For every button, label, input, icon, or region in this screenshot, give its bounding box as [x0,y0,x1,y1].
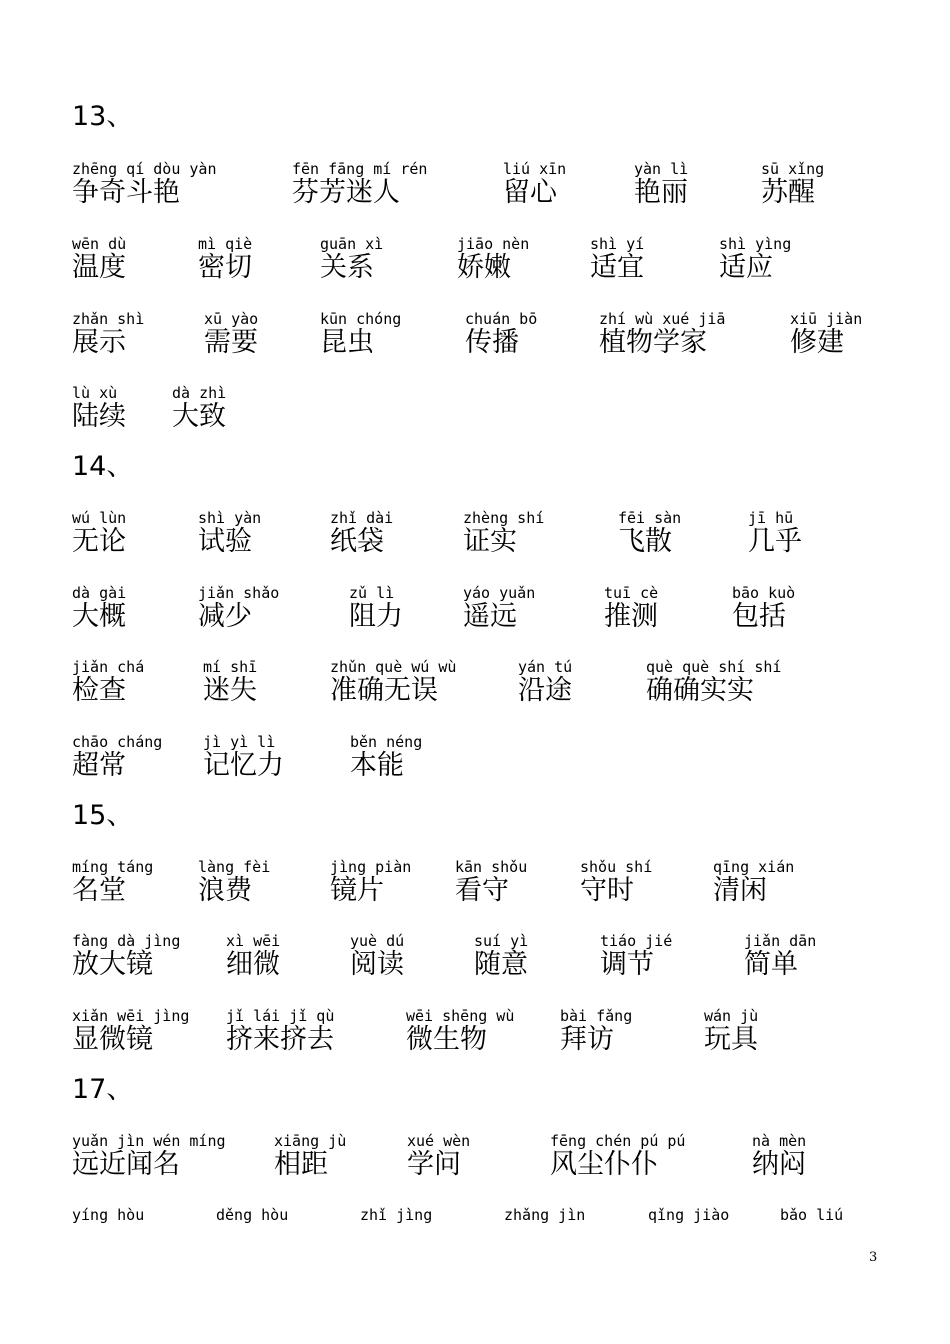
vocab-word [752,1132,806,1180]
hanzi: 修建 [790,327,844,358]
hanzi: 微生物 [406,1024,487,1055]
vocab-word [203,733,284,781]
hanzi: 昆虫 [320,327,374,358]
vocab-word [198,584,279,632]
hanzi: 镜片 [330,875,384,906]
vocab-word [744,932,816,980]
hanzi: 随意 [474,949,528,980]
vocab-word [330,509,393,557]
hanzi: 几乎 [748,526,802,557]
hanzi: 需要 [204,327,258,358]
hanzi: 检查 [72,675,126,706]
pinyin: zǔ lì [349,584,395,602]
vocab-word [713,858,794,906]
vocab-word [646,658,781,706]
lesson-heading: 15、 [72,800,134,831]
hanzi: 适应 [719,252,773,283]
hanzi: 名堂 [72,875,126,906]
vocab-word [719,235,791,283]
hanzi: 温度 [72,252,126,283]
hanzi: 拜访 [560,1024,614,1055]
vocab-word [474,932,528,980]
vocab-word [407,1132,470,1180]
pinyin: xiū jiàn [790,310,863,328]
pinyin: liú xīn [503,160,567,178]
vocab-word [203,658,257,706]
vocab-word [274,1132,346,1180]
vocab-word [226,1007,334,1055]
pinyin: zhí wù xué jiā [599,310,726,328]
vocab-word [72,584,126,632]
pinyin: jiāo nèn [457,235,530,253]
vocab-word [465,310,537,358]
hanzi: 迷失 [203,675,257,706]
hanzi: 关系 [320,252,374,283]
vocab-word [504,1206,585,1224]
vocab-word [330,658,456,706]
hanzi: 飞散 [618,526,672,557]
pinyin: nà mèn [752,1132,807,1150]
vocab-word [320,310,401,358]
pinyin: jìng piàn [330,858,412,876]
hanzi: 娇嫩 [457,252,511,283]
vocab-word [72,1007,189,1055]
pinyin: lù xù [72,384,118,402]
vocab-word [292,160,427,208]
pinyin: jiǎn chá [72,658,145,676]
pinyin: dà zhì [172,384,227,402]
pinyin: yáo yuǎn [463,584,536,602]
hanzi: 学问 [407,1149,461,1180]
pinyin: qǐng jiào [648,1206,730,1224]
hanzi: 陆续 [72,401,126,432]
pinyin: yán tú [518,658,573,676]
vocab-word [457,235,529,283]
hanzi: 风尘仆仆 [550,1149,658,1180]
pinyin: fàng dà jìng [72,932,181,950]
hanzi: 玩具 [704,1024,758,1055]
pinyin: zhēng qí dòu yàn [72,160,217,178]
pinyin: bài fǎng [560,1007,633,1025]
pinyin: dà gài [72,584,127,602]
vocab-word [634,160,688,208]
hanzi: 包括 [732,601,786,632]
vocab-word [604,584,658,632]
pinyin: jī hū [748,509,794,527]
vocab-word [455,858,527,906]
pinyin: shǒu shí [580,858,653,876]
hanzi: 大致 [172,401,226,432]
hanzi: 确确实实 [646,675,754,706]
vocab-word [518,658,572,706]
hanzi: 阻力 [349,601,403,632]
pinyin: fēn fāng mí rén [292,160,428,178]
pinyin: jiǎn dān [744,932,817,950]
vocab-word [600,932,672,980]
hanzi: 苏醒 [761,177,815,208]
pinyin: bāo kuò [732,584,796,602]
vocab-word [72,1132,226,1180]
pinyin: fēng chén pú pú [550,1132,686,1150]
hanzi: 浪费 [198,875,252,906]
pinyin: kūn chóng [320,310,402,328]
pinyin: wú lùn [72,509,127,527]
pinyin: chuán bō [465,310,538,328]
hanzi: 看守 [455,875,509,906]
pinyin: zhǔn què wú wù [330,658,457,676]
hanzi: 减少 [198,601,252,632]
vocab-word [72,858,153,906]
vocab-word [550,1132,685,1180]
vocab-word [761,160,824,208]
vocab-word [503,160,566,208]
vocab-word [790,310,862,358]
vocab-word [72,509,126,557]
hanzi: 纸袋 [330,526,384,557]
hanzi: 放大镜 [72,949,153,980]
vocab-word [560,1007,632,1055]
pinyin: jiǎn shǎo [198,584,280,602]
vocab-word [590,235,644,283]
hanzi: 证实 [463,526,517,557]
hanzi: 无论 [72,526,126,557]
pinyin: xué wèn [407,1132,471,1150]
hanzi: 清闲 [713,875,767,906]
pinyin: xū yào [204,310,259,328]
pinyin: zhǎng jìn [504,1206,586,1224]
vocab-word [216,1206,288,1224]
pinyin: xì wēi [226,932,281,950]
hanzi: 纳闷 [752,1149,806,1180]
pinyin: jǐ lái jǐ qù [226,1007,335,1025]
hanzi: 超常 [72,750,126,781]
hanzi: 争奇斗艳 [72,177,180,208]
pinyin: guān xì [320,235,384,253]
pinyin: wán jù [704,1007,759,1025]
hanzi: 本能 [350,750,404,781]
hanzi: 挤来挤去 [226,1024,334,1055]
pinyin: tiáo jié [600,932,673,950]
vocab-word [350,733,422,781]
vocab-word [226,932,280,980]
pinyin: wēn dù [72,235,127,253]
vocab-word [648,1206,729,1224]
vocab-word [72,1206,144,1224]
vocab-word [463,509,544,557]
pinyin: zhèng shí [463,509,545,527]
lesson-heading: 13、 [72,101,134,132]
hanzi: 大概 [72,601,126,632]
hanzi: 展示 [72,327,126,358]
hanzi: 守时 [580,875,634,906]
pinyin: làng fèi [198,858,271,876]
vocab-word [72,658,144,706]
hanzi: 留心 [503,177,557,208]
vocab-word [198,509,261,557]
hanzi: 细微 [226,949,280,980]
hanzi: 试验 [198,526,252,557]
hanzi: 遥远 [463,601,517,632]
hanzi: 沿途 [518,675,572,706]
vocab-word [732,584,795,632]
vocab-word [72,160,217,208]
vocab-word [780,1206,843,1224]
hanzi: 适宜 [590,252,644,283]
pinyin: běn néng [350,733,423,751]
pinyin: sū xǐng [761,160,825,178]
pinyin: chāo cháng [72,733,163,751]
pinyin: jì yì lì [203,733,276,751]
hanzi: 显微镜 [72,1024,153,1055]
hanzi: 远近闻名 [72,1149,180,1180]
pinyin: zhǐ dài [330,509,394,527]
hanzi: 芬芳迷人 [292,177,400,208]
pinyin: děng hòu [216,1206,289,1224]
pinyin: yíng hòu [72,1206,145,1224]
vocab-word [463,584,535,632]
pinyin: suí yì [474,932,529,950]
pinyin: yàn lì [634,160,689,178]
hanzi: 传播 [465,327,519,358]
pinyin: yuè dú [350,932,405,950]
lesson-heading: 14、 [72,451,134,482]
hanzi: 调节 [600,949,654,980]
pinyin: qīng xián [713,858,795,876]
hanzi: 植物学家 [599,327,707,358]
lesson-heading: 17、 [72,1074,134,1105]
vocab-word [618,509,681,557]
pinyin: shì yí [590,235,645,253]
vocab-word [72,235,126,283]
pinyin: fēi sàn [618,509,682,527]
page-number: 3 [869,1250,878,1265]
hanzi: 推测 [604,601,658,632]
vocab-word [748,509,802,557]
pinyin: mì qiè [198,235,253,253]
pinyin: wēi shēng wù [406,1007,515,1025]
vocab-word [172,384,226,432]
hanzi: 艳丽 [634,177,688,208]
pinyin: yuǎn jìn wén míng [72,1132,226,1150]
vocab-word [198,858,270,906]
pinyin: shì yìng [719,235,792,253]
hanzi: 阅读 [350,949,404,980]
vocab-word [72,733,162,781]
vocab-word [72,932,180,980]
hanzi: 相距 [274,1149,328,1180]
hanzi: 简单 [744,949,798,980]
vocab-word [320,235,383,283]
vocab-word [330,858,411,906]
vocab-word [198,235,252,283]
vocab-word [360,1206,432,1224]
vocab-word [599,310,725,358]
pinyin: tuī cè [604,584,659,602]
vocab-word [204,310,258,358]
pinyin: xiǎn wēi jìng [72,1007,190,1025]
vocab-word [350,932,404,980]
vocab-word [406,1007,514,1055]
pinyin: míng táng [72,858,154,876]
vocab-word [349,584,403,632]
hanzi: 记忆力 [203,750,284,781]
vocab-word [72,384,126,432]
pinyin: kān shǒu [455,858,528,876]
pinyin: shì yàn [198,509,262,527]
pinyin: zhǎn shì [72,310,145,328]
hanzi: 准确无误 [330,675,438,706]
vocab-word [580,858,652,906]
pinyin: què què shí shí [646,658,782,676]
vocab-word [72,310,144,358]
pinyin: xiāng jù [274,1132,347,1150]
vocab-word [704,1007,758,1055]
pinyin: zhǐ jìng [360,1206,433,1224]
hanzi: 密切 [198,252,252,283]
pinyin: mí shī [203,658,258,676]
pinyin: bǎo liú [780,1206,844,1224]
